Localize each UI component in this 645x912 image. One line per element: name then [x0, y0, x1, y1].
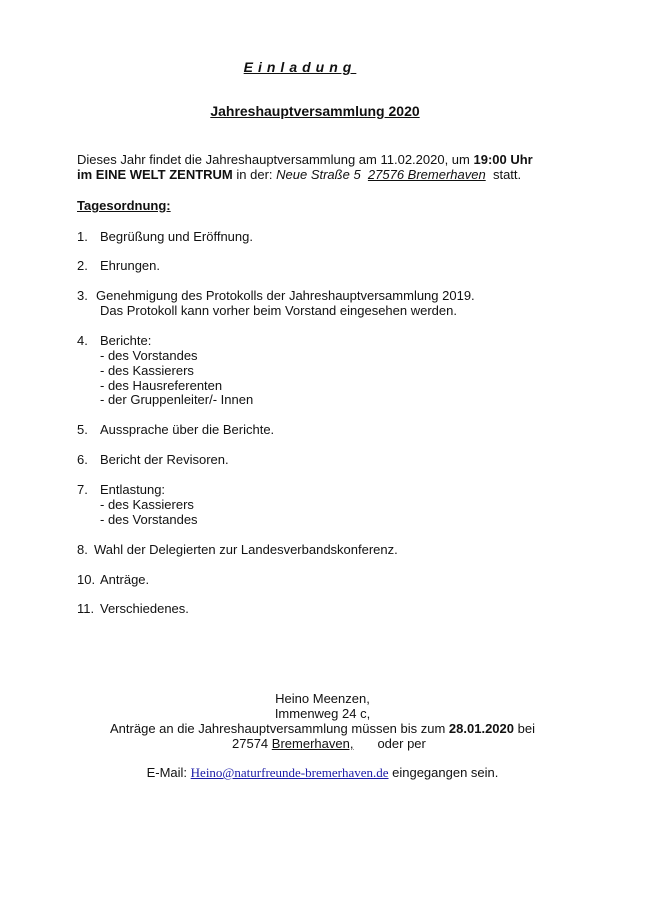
footer-deadline — [0, 721, 645, 736]
agenda-subitem: - des Vorstandes — [100, 348, 198, 363]
document-subtitle: Jahreshauptversammlung 2020 — [210, 103, 420, 119]
agenda-number: 11. — [77, 601, 95, 616]
agenda-number: 6. — [77, 452, 88, 467]
email-link[interactable]: Heino@naturfreunde-bremerhaven.de — [190, 765, 389, 780]
intro-line-1 — [77, 152, 533, 167]
agenda-text: Verschiedenes. — [100, 601, 189, 616]
agenda-text: Anträge. — [100, 572, 150, 587]
agenda-item — [77, 229, 253, 244]
agenda-item — [77, 601, 189, 616]
agenda-item — [77, 258, 160, 273]
agenda-number: 3. — [77, 288, 88, 303]
footer-city: Bremerhaven, — [271, 736, 354, 751]
agenda-item — [77, 422, 274, 437]
agenda-text: Entlastung: — [100, 482, 166, 497]
document-title: Einladung — [243, 59, 357, 75]
agenda-number: 7. — [77, 482, 88, 497]
intro-city: 27576 Bremerhaven — [367, 167, 486, 182]
agenda-text: Wahl der Delegierten zur Landesverbandskonferenz. — [94, 542, 398, 557]
footer-zip: 27574 — [232, 736, 269, 751]
footer-or: oder per — [377, 736, 426, 751]
agenda-text: Bericht der Revisoren. — [100, 452, 229, 467]
intro-venue: im EINE WELT ZENTRUM — [77, 167, 233, 182]
agenda-subitem: - des Kassierers — [100, 363, 194, 378]
intro-text-3: statt. — [492, 167, 522, 182]
footer-street: Immenweg 24 c, — [274, 706, 371, 721]
email-post-text: eingegangen sein. — [388, 765, 499, 780]
agenda-item — [77, 288, 475, 303]
agenda-number: 10. — [77, 572, 96, 587]
agenda-subitem: Das Protokoll kann vorher beim Vorstand eingesehen werden. — [100, 303, 457, 318]
agenda-number: 2. — [77, 258, 88, 273]
agenda-item — [77, 333, 151, 348]
deadline-date: 28.01.2020 — [448, 721, 514, 736]
deadline-text-post: bei — [514, 721, 535, 736]
deadline-text: Anträge an die Jahreshauptversammlung müssen bis zum — [110, 721, 449, 736]
agenda-subitem: - des Hausreferenten — [100, 378, 223, 393]
intro-street: Neue Straße 5 — [276, 167, 361, 182]
footer-name: Heino Meenzen, — [275, 691, 370, 706]
agenda-item — [77, 572, 149, 587]
agenda-heading: Tagesordnung: — [77, 198, 171, 213]
agenda-subitem: - der Gruppenleiter/- Innen — [100, 392, 254, 407]
intro-text-2: in der: — [232, 167, 277, 182]
intro-time: 19:00 Uhr — [473, 152, 533, 167]
agenda-item — [77, 452, 229, 467]
intro-text: Dieses Jahr findet die Jahreshauptversammlung am 11.02.2020, um — [77, 152, 474, 167]
footer-email-line — [0, 765, 645, 780]
agenda-text: Genehmigung des Protokolls der Jahreshauptversammlung 2019. — [96, 288, 475, 303]
agenda-text: Begrüßung und Eröffnung. — [100, 229, 253, 244]
agenda-number: 4. — [77, 333, 88, 348]
intro-line-2 — [77, 167, 521, 182]
email-label: E-Mail: — [146, 765, 191, 780]
agenda-text: Aussprache über die Berichte. — [100, 422, 275, 437]
agenda-text: Ehrungen. — [100, 258, 160, 273]
agenda-text: Berichte: — [100, 333, 152, 348]
agenda-number: 8. — [77, 542, 88, 557]
agenda-number: 1. — [77, 229, 88, 244]
agenda-subitem: - des Vorstandes — [100, 512, 198, 527]
agenda-subitem: - des Kassierers — [100, 497, 194, 512]
agenda-item — [77, 542, 398, 557]
agenda-item — [77, 482, 165, 497]
footer-city-line — [232, 736, 426, 751]
agenda-number: 5. — [77, 422, 88, 437]
